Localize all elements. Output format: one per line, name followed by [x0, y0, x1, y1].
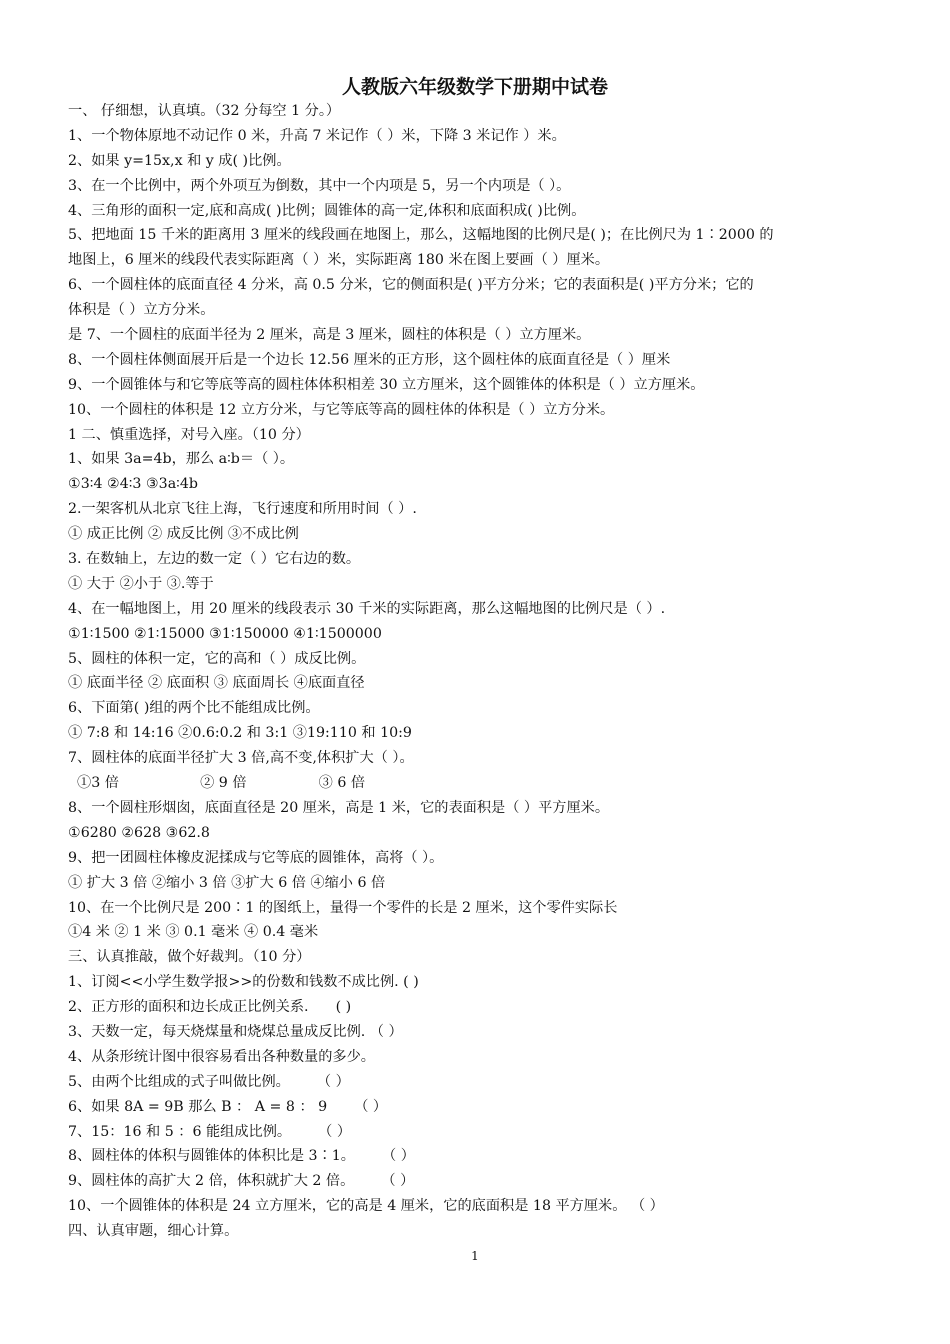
section-4-heading: 四、认真审题，细心计算。 — [68, 1223, 239, 1240]
judge-question-9: 9、圆柱体的高扩大 2 倍，体积就扩大 2 倍。 （ ） — [68, 1173, 415, 1190]
fill-question-4: 4、三角形的面积一定,底和高成( )比例；圆锥体的高一定,体积和底面积成( )比例。 — [68, 202, 586, 219]
choice-question-9: 9、把一团圆柱体橡皮泥揉成与它等底的圆锥体，高将（ ）。 — [68, 849, 444, 866]
page-number: 1 — [471, 1249, 479, 1263]
fill-question-5-continued: 地图上，6 厘米的线段代表实际距离（ ）米，实际距离 180 米在图上要画（ ）厘米。 — [68, 252, 610, 269]
choice-options-7: ①3 倍 ② 9 倍 ③ 6 倍 — [68, 775, 366, 792]
judge-question-1: 1、订阅<<小学生数学报>>的份数和钱数不成比例. ( ) — [68, 974, 419, 991]
fill-question-5: 5、把地面 15 千米的距离用 3 厘米的线段画在地图上，那么，这幅地图的比例尺是( )；在比例尺为 1∶2000 的 — [68, 227, 774, 244]
exam-content — [68, 99, 886, 1244]
choice-question-10: 10、在一个比例尺是 200∶1 的图纸上，量得一个零件的长是 2 厘米，这个零件实际长 — [68, 899, 618, 916]
judge-question-4: 4、从条形统计图中很容易看出各种数量的多少。 — [68, 1048, 375, 1065]
judge-question-2: 2、正方形的面积和边长成正比例关系. ( ) — [68, 999, 352, 1016]
judge-question-7: 7、15：16 和 5 ：6 能组成比例。 （ ） — [68, 1123, 352, 1140]
choice-question-8: 8、一个圆柱形烟囱，底面直径是 20 厘米，高是 1 米，它的表面积是（ ）平方厘米。 — [68, 799, 610, 816]
choice-options-8: ①6280 ②628 ③62.8 — [68, 824, 210, 841]
choice-question-3: 3. 在数轴上，左边的数一定（ ）它右边的数。 — [68, 551, 361, 568]
section-3-heading: 三、认真推敲，做个好裁判。（10 分） — [68, 949, 311, 966]
judge-question-5: 5、由两个比组成的式子叫做比例。 （ ） — [68, 1073, 350, 1090]
choice-question-6: 6、下面第( )组的两个比不能组成比例。 — [68, 700, 320, 717]
choice-options-1: ①3∶4 ②4∶3 ③3a∶4b — [68, 476, 198, 493]
fill-question-2: 2、如果 y=15x,x 和 y 成( )比例。 — [68, 152, 291, 169]
fill-question-9: 9、一个圆锥体与和它等底等高的圆柱体体积相差 30 立方厘米，这个圆锥体的体积是（ ）立方厘米。 — [68, 376, 705, 393]
fill-question-6: 6、一个圆柱体的底面直径 4 分米，高 0.5 分米，它的侧面积是( )平方分米；它的表面积是( )平方分米；它的 — [68, 277, 754, 294]
fill-question-10: 10、一个圆柱的体积是 12 立方分米，与它等底等高的圆柱体的体积是（ ）立方分米。 — [68, 401, 615, 418]
section-2-heading: 1 二、慎重选择，对号入座。（10 分） — [68, 426, 310, 443]
fill-question-8: 8、一个圆柱体侧面展开后是一个边长 12.56 厘米的正方形，这个圆柱体的底面直径是（ ）厘米 — [68, 351, 671, 368]
choice-options-4: ①1∶1500 ②1∶15000 ③1∶150000 ④1∶1500000 — [68, 625, 382, 642]
choice-options-10: ①4 米 ② 1 米 ③ 0.1 毫米 ④ 0.4 毫米 — [68, 924, 319, 941]
judge-question-6: 6、如果 8A = 9B 那么 B ： A = 8 ： 9 （ ） — [68, 1098, 388, 1115]
fill-question-3: 3、在一个比例中，两个外项互为倒数，其中一个内项是 5，另一个内项是（ ）。 — [68, 177, 571, 194]
exam-title: 人教版六年级数学下册期中试卷 — [341, 76, 608, 98]
choice-question-2: 2.一架客机从北京飞往上海，飞行速度和所用时间（ ）. — [68, 501, 417, 518]
fill-question-1: 1、一个物体原地不动记作 0 米，升高 7 米记作（ ）米，下降 3 米记作 ）米。 — [68, 127, 566, 144]
choice-options-9: ① 扩大 3 倍 ②缩小 3 倍 ③扩大 6 倍 ④缩小 6 倍 — [68, 874, 386, 891]
judge-question-8: 8、圆柱体的体积与圆锥体的体积比是 3∶1。 （ ） — [68, 1148, 415, 1165]
choice-question-4: 4、在一幅地图上，用 20 厘米的线段表示 30 千米的实际距离，那么这幅地图的比例尺是（ ）. — [68, 600, 666, 617]
choice-question-1: 1、如果 3a=4b，那么 a∶b＝（ ）。 — [68, 451, 295, 468]
judge-question-3: 3、天数一定，每天烧煤量和烧煤总量成反比例. （ ） — [68, 1023, 403, 1040]
choice-question-7: 7、圆柱体的底面半径扩大 3 倍,高不变,体积扩大（ ）。 — [68, 750, 414, 767]
judge-question-10: 10、一个圆锥体的体积是 24 立方厘米，它的高是 4 厘米，它的底面积是 18 平方厘米。 （ ） — [68, 1198, 664, 1215]
choice-options-5: ① 底面半径 ② 底面积 ③ 底面周长 ④底面直径 — [68, 675, 365, 692]
fill-question-6-continued: 体积是（ ）立方分米。 — [68, 302, 215, 319]
choice-question-5: 5、圆柱的体积一定，它的高和（ ）成反比例。 — [68, 650, 366, 667]
fill-question-7: 是 7、一个圆柱的底面半径为 2 厘米，高是 3 厘米，圆柱的体积是（ ）立方厘米。 — [68, 327, 591, 344]
choice-options-2: ① 成正比例 ② 成反比例 ③不成比例 — [68, 526, 299, 543]
choice-options-6: ① 7:8 和 14:16 ②0.6:0.2 和 3:1 ③19:110 和 10:9 — [68, 725, 412, 742]
choice-options-3: ① 大于 ②小于 ③.等于 — [68, 575, 214, 592]
section-1-heading: 一、 仔细想，认真填。（32 分每空 1 分。） — [68, 103, 341, 119]
